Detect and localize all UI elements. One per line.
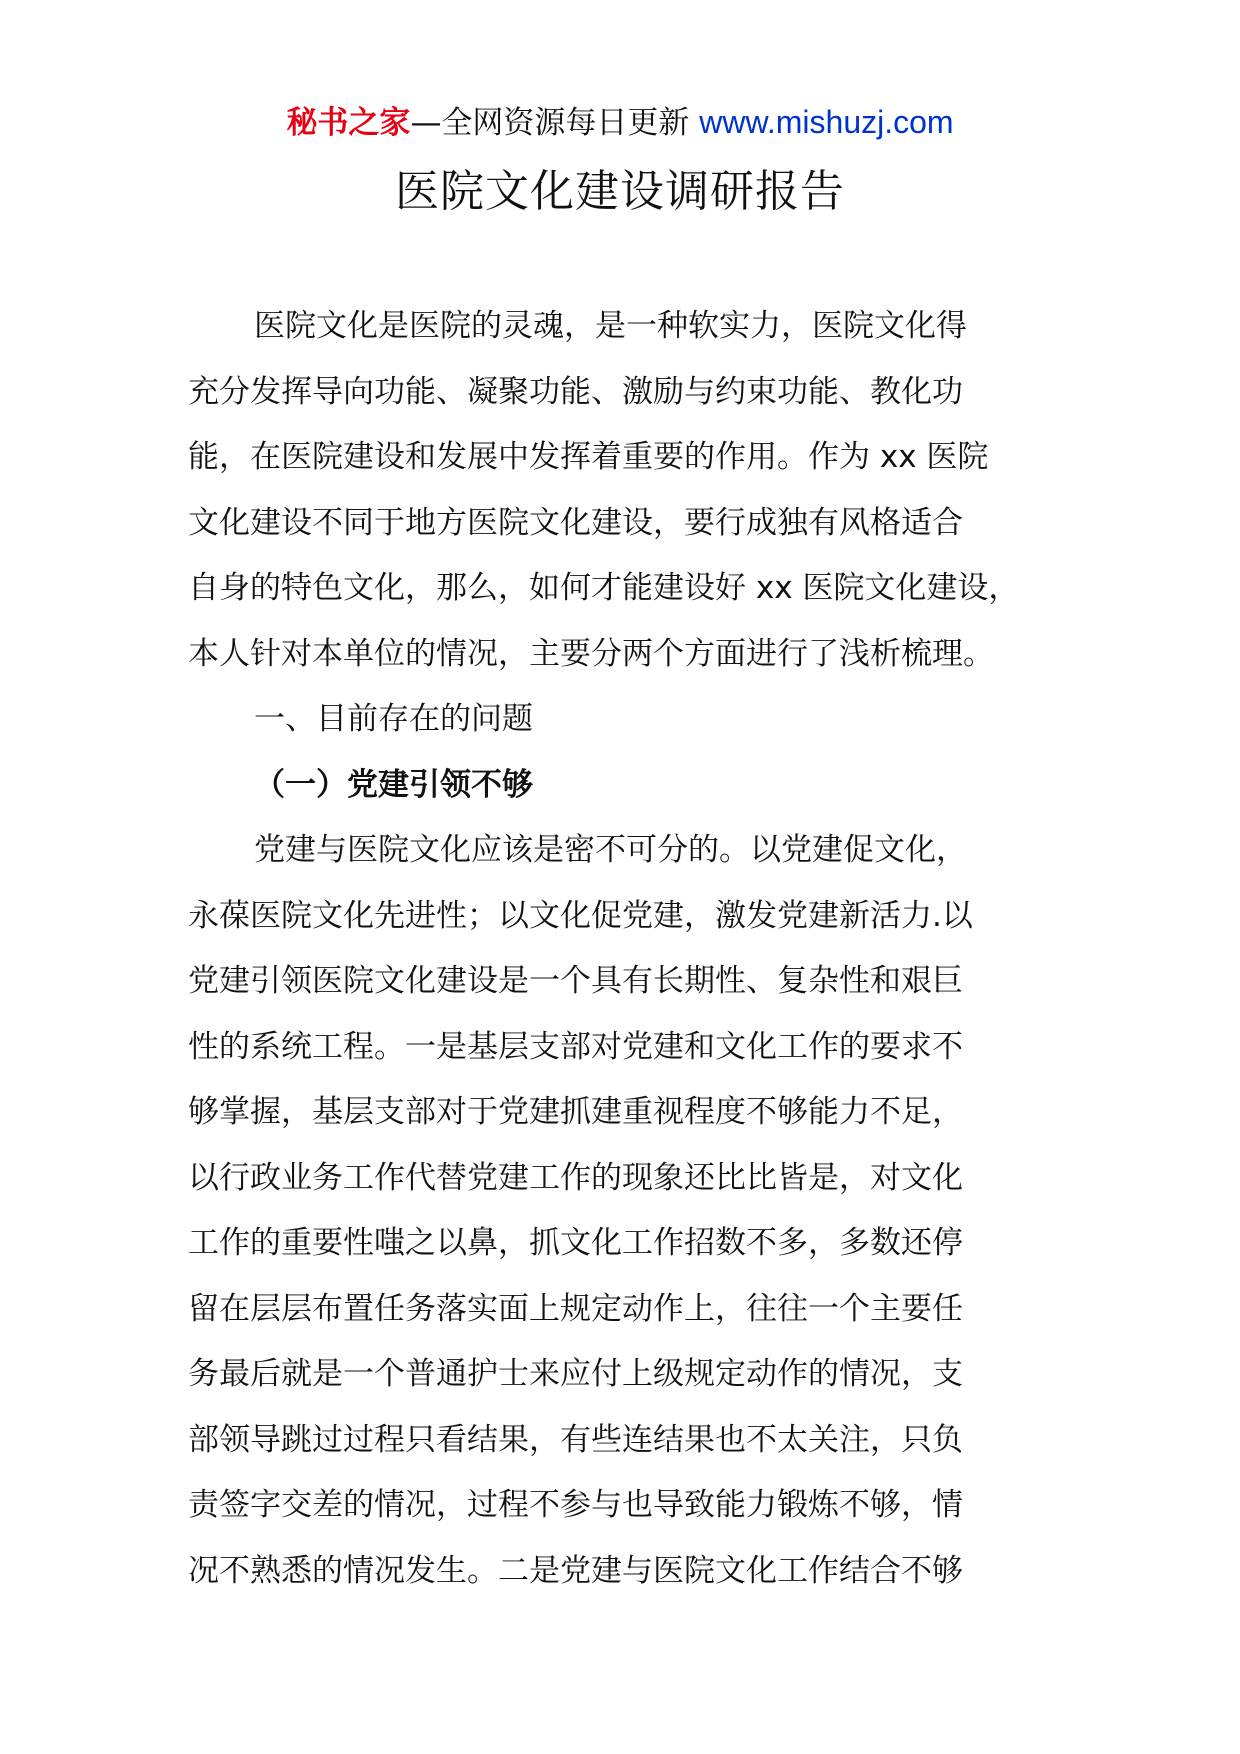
paragraph-line: 务最后就是一个普通护士来应付上级规定动作的情况，支 [188, 1356, 963, 1392]
paragraph-line: 党建引领医院文化建设是一个具有长期性、复杂性和艰巨 [188, 963, 963, 999]
paragraph-line: 自身的特色文化，那么，如何才能建设好 xx 医院文化建设， [188, 570, 1020, 606]
paragraph-line: 充分发挥导向功能、凝聚功能、激励与约束功能、教化功 [188, 373, 963, 410]
paragraph-line: 党建与医院文化应该是密不可分的。以党建促文化， [254, 832, 967, 868]
paragraph-line: 部领导跳过过程只看结果，有些连结果也不太关注，只负 [188, 1421, 963, 1458]
paragraph-line: 工作的重要性嗤之以鼻，抓文化工作招数不多，多数还停 [188, 1225, 963, 1261]
paragraph-line: 本人针对本单位的情况，主要分两个方面进行了浅析梳理。 [188, 635, 994, 672]
paragraph-line: 况不熟悉的情况发生。二是党建与医院文化工作结合不够 [188, 1552, 963, 1589]
paragraph-line: 以行政业务工作代替党建工作的现象还比比皆是，对文化 [188, 1159, 963, 1196]
document-title: 医院文化建设调研报告 [395, 166, 845, 217]
subsection-heading: （一）党建引领不够 [254, 766, 533, 803]
site-url-link[interactable]: www.mishuzj.com [699, 104, 954, 140]
section-heading: 一、目前存在的问题 [254, 701, 533, 737]
paragraph-line: 永葆医院文化先进性；以文化促党建，激发党建新活力.以 [188, 897, 973, 934]
paragraph-line: 能，在医院建设和发展中发挥着重要的作用。作为 xx 医院 [188, 439, 989, 475]
paragraph-line: 性的系统工程。一是基层支部对党建和文化工作的要求不 [188, 1028, 963, 1065]
site-header [0, 100, 1240, 145]
site-slogan: —全网资源每日更新 [410, 105, 690, 141]
paragraph-line: 够掌握，基层支部对于党建抓建重视程度不够能力不足， [188, 1094, 963, 1130]
site-brand: 秘书之家 [286, 105, 411, 141]
paragraph-line: 责签字交差的情况，过程不参与也导致能力锻炼不够，情 [188, 1487, 963, 1523]
document-body [188, 294, 1058, 1604]
paragraph-line: 医院文化是医院的灵魂，是一种软实力，医院文化得 [254, 308, 967, 344]
paragraph-line: 留在层层布置任务落实面上规定动作上，往往一个主要任 [188, 1290, 963, 1327]
paragraph-line: 文化建设不同于地方医院文化建设，要行成独有风格适合 [188, 504, 963, 541]
